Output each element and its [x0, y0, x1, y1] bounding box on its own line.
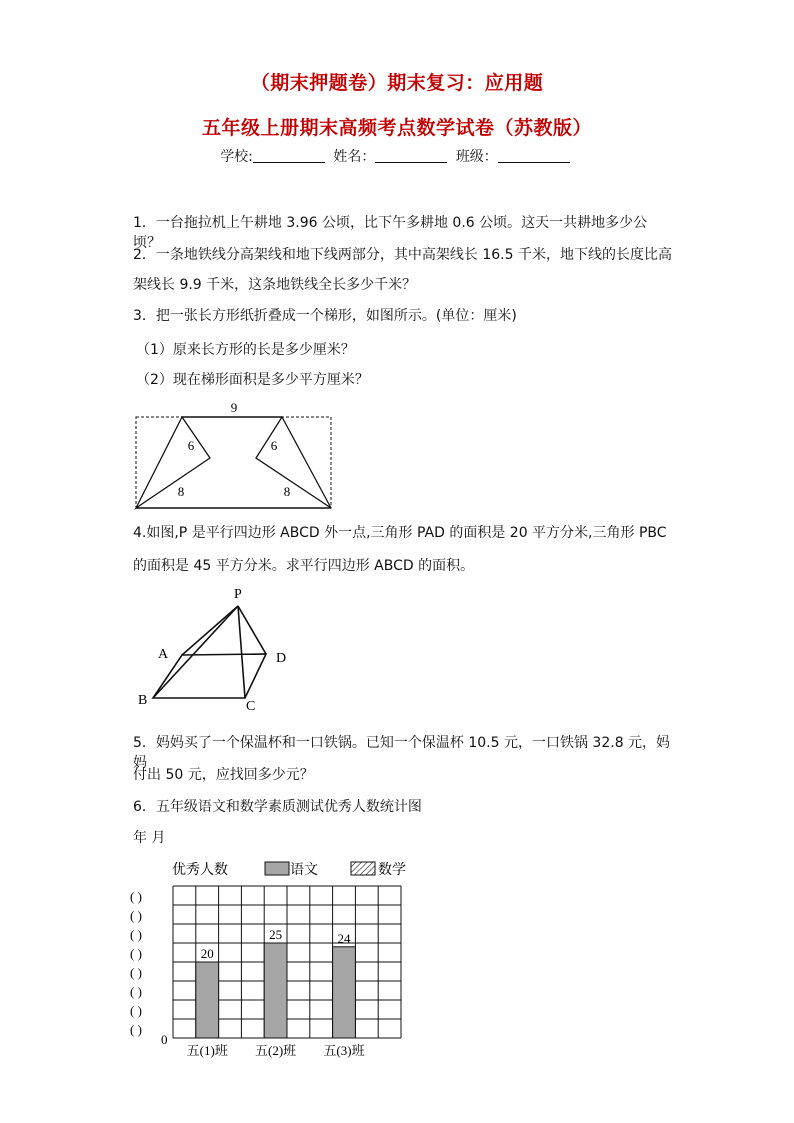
class-label: 班级： — [455, 149, 498, 165]
label-a: A — [158, 647, 169, 662]
name-blank[interactable] — [375, 148, 447, 163]
bar-data-label: 20 — [200, 946, 214, 961]
bar-data-label: 25 — [269, 927, 283, 942]
parallelogram-figure — [130, 580, 300, 714]
bar-chart — [128, 852, 418, 1062]
label-p: P — [234, 587, 242, 602]
legend-label-math: 数学 — [378, 863, 406, 878]
y-tick-placeholder: ( ) — [130, 927, 142, 942]
legend-swatch-chinese — [265, 862, 289, 875]
question-6: 6．五年级语文和数学素质测试优秀人数统计图 — [133, 799, 422, 815]
question-3: 3．把一张长方形纸折叠成一个梯形，如图所示。(单位：厘米) — [133, 308, 517, 324]
question-5-line1: 5．妈妈买了一个保温杯和一口铁锅。已知一个保温杯 10.5 元，一口铁锅 32.8 元，妈妈 — [133, 735, 671, 771]
exam-title-line2: 五年级上册期末高频考点数学试卷（苏教版） — [201, 117, 592, 139]
label-right-8: 8 — [283, 484, 291, 499]
student-info-row — [0, 146, 794, 166]
question-4-line2: 的面积是 45 平方分米。求平行四边形 ABCD 的面积。 — [133, 558, 475, 574]
question-2-line1: 2．一条地铁线分高架线和地下线两部分，其中高架线长 16.5 千米，地下线的长度比高 — [133, 247, 672, 263]
x-category-label: 五(3)班 — [323, 1043, 365, 1058]
folded-rectangle-figure — [130, 398, 340, 514]
y-tick-placeholder: ( ) — [130, 889, 142, 904]
y-tick-placeholder: ( ) — [130, 965, 142, 980]
question-4-line1: 4.如图,P 是平行四边形 ABCD 外一点,三角形 PAD 的面积是 20 平方分米,三角形 PBC — [133, 525, 667, 541]
segment-pa — [182, 606, 238, 655]
parallelogram-abcd — [153, 654, 266, 698]
name-label: 姓名： — [333, 149, 376, 165]
question-5-line2: 付出 50 元，应找回多少元？ — [133, 767, 314, 783]
y-tick-placeholder: ( ) — [130, 908, 142, 923]
chart-ylabel: 优秀人数 — [172, 863, 228, 878]
label-top-9: 9 — [230, 400, 238, 415]
y-tick-placeholder: ( ) — [130, 946, 142, 961]
left-fold-triangle — [136, 417, 210, 508]
y-axis-zero: 0 — [161, 1032, 168, 1047]
question-3-sub2: （2）现在梯形面积是多少平方厘米？ — [136, 372, 369, 388]
bar-data-label: 24 — [337, 930, 351, 946]
label-left-8: 8 — [177, 484, 185, 499]
y-tick-placeholder: ( ) — [130, 1003, 142, 1018]
exam-title-line1: （期末押题卷）期末复习：应用题 — [250, 72, 544, 94]
right-fold-triangle — [256, 417, 331, 508]
legend-label-chinese: 语文 — [290, 863, 318, 878]
school-label: 学校: — [220, 149, 253, 165]
question-3-sub1: （1）原来长方形的长是多少厘米？ — [136, 342, 355, 358]
segment-pc — [238, 606, 245, 698]
label-left-6: 6 — [187, 438, 195, 453]
class-blank[interactable] — [498, 148, 570, 163]
bar-chinese — [264, 943, 287, 1038]
question-2-line2: 架线长 9.9 千米，这条地铁线全长多少千米？ — [133, 277, 417, 293]
y-tick-placeholder: ( ) — [130, 1022, 142, 1037]
bar-chinese — [333, 947, 356, 1038]
label-b: B — [138, 693, 148, 708]
y-tick-placeholder: ( ) — [130, 984, 142, 999]
x-category-label: 五(1)班 — [186, 1043, 228, 1058]
question-1: 1．一台拖拉机上午耕地 3.96 公顷，比下午多耕地 0.6 公顷。这天一共耕地多少公顷？ — [133, 215, 648, 251]
x-category-label: 五(2)班 — [255, 1043, 297, 1058]
label-d: D — [276, 651, 287, 666]
segment-pd — [238, 606, 266, 654]
school-blank[interactable] — [253, 148, 325, 163]
label-right-6: 6 — [270, 438, 278, 453]
legend-swatch-math — [351, 862, 375, 875]
bar-chinese — [196, 962, 219, 1038]
original-rectangle-outline — [136, 417, 331, 508]
chart-date-line: 年 月 — [133, 830, 166, 846]
label-c: C — [246, 699, 256, 714]
